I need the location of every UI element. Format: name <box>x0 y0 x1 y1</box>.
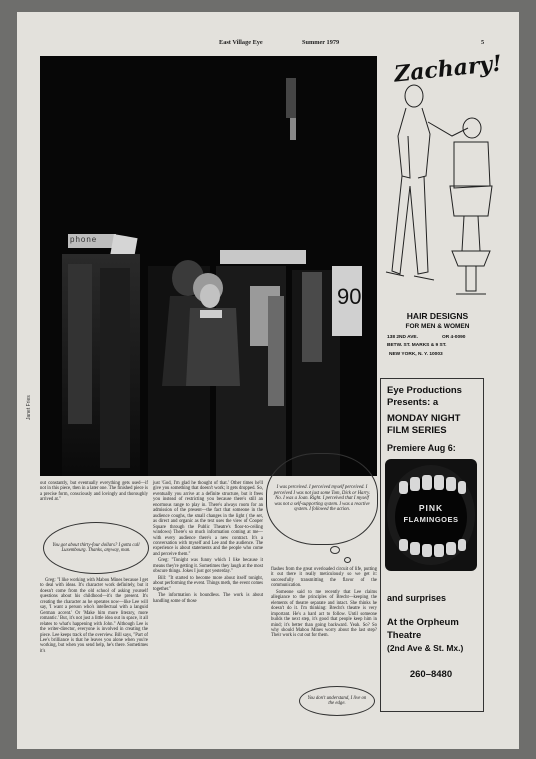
ad-cross-streets: BETW. ST. MARKS & 9 ST. <box>387 343 447 348</box>
premiere-date: Premiere Aug 6: <box>387 443 456 453</box>
thought-dot <box>344 557 351 563</box>
article-paragraph: Bill: "It started to become more about itself tonight, about performing the event. Things meth, the event comes together." <box>153 575 263 592</box>
ad-line-4: FILM SERIES <box>387 425 447 436</box>
ad-city: NEW YORK, N. Y. 10003 <box>389 352 443 357</box>
film-title-1: PINK <box>418 503 444 513</box>
venue-line-3: (2nd Ave & St. Mx.) <box>387 643 464 653</box>
issue-date: Summer 1979 <box>302 39 340 46</box>
zachary-hair-ad <box>380 50 504 361</box>
film-title-2: FLAMINGOES <box>403 515 459 524</box>
publication-name: East Village Eye <box>219 39 263 46</box>
thought-bubble: I was perceived. I perceived myself perceived. I perceived I was not just some Tom, Dick or Harry. No. I was a Joan. Right. I perceived that I myself was not a self-supporting system. I was a reactive system. I followed the action. <box>266 453 378 545</box>
article-paragraph: Someone said to me recently that Lee claims allegiance to the principles of Brecht—keeping the elements of theatre separate and intact. She thinks he doesn't do it. I'm thinking: Brecht's theatre is very important. He's a hard act to follow. Until someone builds the next step, it's good that people keep him in mind; it's better than going backward. Yeah. So? So why should Mabou Mines worry about the last step? Their work is cut out for them. <box>271 589 377 639</box>
speech-bubble-edge: You don't understand, I live on the edge. <box>299 686 375 716</box>
article-paragraph: Greg: "I like working with Mabou Mines because I get to deal with ideas. It's character work definitely, but it doesn't come from the old school of asking yourself questions about his childhood—it's the present. It's creating the character as he operates now—like Lee will say, 'I want a person who's intellectual with a languid German accent.' Or 'Make him more literary, more romantic.' But, it's not just a little idea out in space, it all relates to what's happening with John." Although Lee is the writer-director, everyone is involved in creating the piece. Lee keeps track of the overview. Bill says, "Part of Lee's brilliance is that he leaves you alone when you're working, but when you send help, he's there. Sometimes it's <box>40 578 148 654</box>
photo-credit: Janet Fries <box>26 395 32 420</box>
venue-line-2: Theatre <box>387 630 422 641</box>
article-paragraph: flashes from the great overloaded circuit of life, putting it out there it really meticulously so we get it: successfully transmitting the flavor of the communication. <box>271 567 377 589</box>
barber-illustration <box>380 76 495 321</box>
ad-subheadline: FOR MEN & WOMEN <box>405 323 470 330</box>
phone-booth-photo <box>40 56 377 476</box>
ad-surprises: and surprises <box>387 593 447 603</box>
article-paragraph: out constantly, but eventually everything gets used—if not in this piece, then in a later one. The finished piece is a precise form, consciously and lovingly and thoroughly arrived at." <box>40 481 148 503</box>
ad-line-3: MONDAY NIGHT <box>387 413 461 424</box>
thought-dot <box>330 546 340 554</box>
ad-line-2: Presents: a <box>387 397 439 408</box>
article-paragraph: Greg: "Tonight was funny which I like because it means they're getting it. Sometimes they laugh at the most obscure things. Jokes I just got yesterday." <box>153 558 263 575</box>
phone-sign-text: phone <box>70 235 98 244</box>
ad-address: 138 2ND AVE. <box>387 335 418 340</box>
svg-text:90: 90 <box>337 284 362 309</box>
article-column-1 <box>40 481 148 504</box>
photo-illustration <box>40 56 377 476</box>
ad-headline: HAIR DESIGNS <box>406 311 469 321</box>
pink-flamingoes-mouth-image <box>385 459 477 571</box>
venue-line-1: At the Orpheum <box>387 617 459 628</box>
article-column-1-cont <box>40 578 148 655</box>
page-number: 5 <box>481 39 485 46</box>
ad-line-1: Eye Productions <box>387 385 462 396</box>
eye-productions-ad <box>380 378 484 712</box>
article-paragraph: just 'God, I'm glad he thought of that.' Other times he'll give you something that doesn't work; it gets dropped. So, eventually you arrive at a definite structure, but it frees you instead of restricting you because there's still an enormous range to play in. There's always room for an admission of the present—the fact that someone in the audience coughs, the small changes in the light ( the set, as direct and organic as the text uses the view of Cooper Square through the Public Theatre's floor-to-ceiling windows) There's so much information coming at me—with every audience there's a new contract. It's a conversation with myself and Lee and the audience. The experience is about statements and the people who come and perceive them." <box>153 481 263 557</box>
article-column-3 <box>271 567 377 640</box>
article-column-2 <box>153 481 263 605</box>
speech-bubble: You got about thirty-four dollars? I gotta call Luxembourg. Thanks, anyway, man. <box>43 522 149 574</box>
ad-phone-number: 260–8480 <box>409 669 453 680</box>
ad-phone: OR 4-0090 <box>442 335 466 340</box>
zachary-logo: Zachary! <box>392 50 504 88</box>
article-paragraph: The information is boundless. The work is about handling some of those <box>153 593 263 604</box>
